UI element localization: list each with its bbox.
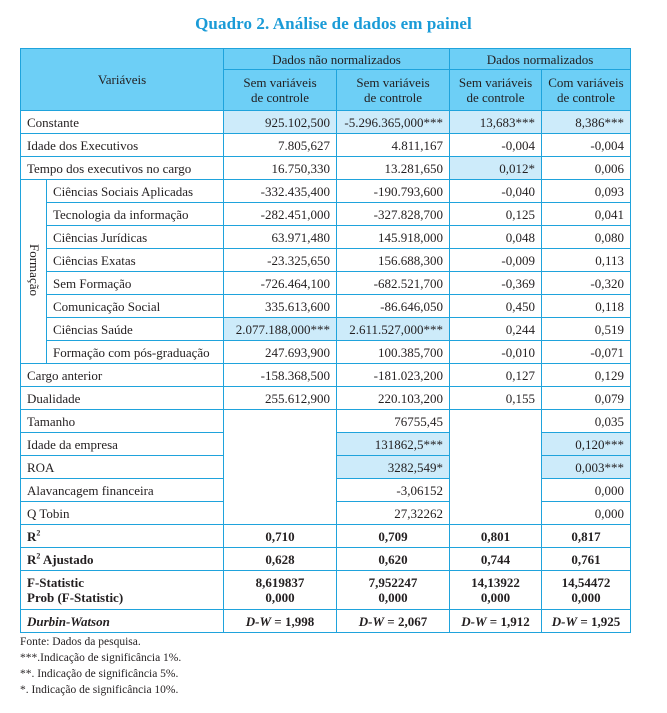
table-notes (20, 634, 181, 698)
table-row-durbin-watson: Durbin-Watson D-W = 1,998 D-W = 2,067 D-W = 1,912 D-W = 1,925 (21, 610, 631, 633)
table-row: Constante 925.102,500 -5.296.365,000*** 13,683*** 8,386*** (21, 111, 631, 134)
significance-note-1pct: ***.Indicação de significância 1%. (20, 652, 182, 664)
header-group-non-normalized: Dados não normalizados (224, 49, 450, 70)
table-row: ROA 3282,549* 0,003*** (21, 456, 631, 479)
table-row: Ciências Saúde 2.077.188,000*** 2.611.527,000*** 0,244 0,519 (21, 318, 631, 341)
table-row: Formação com pós-graduação 247.693,900 100.385,700 -0,010 -0,071 (21, 341, 631, 364)
header-variables: Variáveis (21, 49, 224, 111)
table-title: Quadro 2. Análise de dados em painel (195, 14, 472, 33)
table-row: Tecnologia da informação -282.451,000 -327.828,700 0,125 0,041 (21, 203, 631, 226)
significance-note-10pct: *. Indicação de significância 10%. (20, 684, 179, 696)
empty-cell (224, 410, 337, 525)
table-row: Tamanho 76755,45 0,035 (21, 410, 631, 433)
table-row: Sem Formação -726.464,100 -682.521,700 -0,369 -0,320 (21, 272, 631, 295)
significance-note-5pct: **. Indicação de significância 5%. (20, 668, 179, 680)
header-col-4: Com variáveis de controle (542, 70, 631, 111)
header-col-3: Sem variáveis de controle (450, 70, 542, 111)
table-row: Ciências Exatas -23.325,650 156.688,300 -0,009 0,113 (21, 249, 631, 272)
table-row: Formação Ciências Sociais Aplicadas -332.435,400 -190.793,600 -0,040 0,093 (21, 180, 631, 203)
table-row-r2-adjusted: $R^2$ Ajustado 0,628 0,620 0,744 0,761 (21, 548, 631, 571)
panel-data-table (20, 48, 631, 633)
table-row-r2: $R^2$ 0,710 0,709 0,801 0,817 (21, 525, 631, 548)
table-row: Q Tobin 27,32262 0,000 (21, 502, 631, 525)
source-note: Fonte: Dados da pesquisa. (20, 636, 141, 648)
header-group-normalized: Dados normalizados (450, 49, 631, 70)
formacao-group-label: Formação (21, 180, 47, 364)
table-row: Ciências Jurídicas 63.971,480 145.918,000 0,048 0,080 (21, 226, 631, 249)
table-row: Alavancagem financeira -3,06152 0,000 (21, 479, 631, 502)
table-row-f-statistic: F-Statistic Prob (F-Statistic) 8,619837 0,000 7,952247 0,000 14,13922 0,000 14,54472 0,000 (21, 571, 631, 610)
header-col-1: Sem variáveis de controle (224, 70, 337, 111)
table-row: Comunicação Social 335.613,600 -86.646,050 0,450 0,118 (21, 295, 631, 318)
empty-cell (450, 410, 542, 525)
table-row: Dualidade 255.612,900 220.103,200 0,155 0,079 (21, 387, 631, 410)
table-row: Idade dos Executivos 7.805,627 4.811,167 -0,004 -0,004 (21, 134, 631, 157)
header-col-2: Sem variáveis de controle (337, 70, 450, 111)
table-row: Tempo dos executivos no cargo 16.750,330 13.281,650 0,012* 0,006 (21, 157, 631, 180)
table-row: Cargo anterior -158.368,500 -181.023,200 0,127 0,129 (21, 364, 631, 387)
table-row: Idade da empresa 131862,5*** 0,120*** (21, 433, 631, 456)
